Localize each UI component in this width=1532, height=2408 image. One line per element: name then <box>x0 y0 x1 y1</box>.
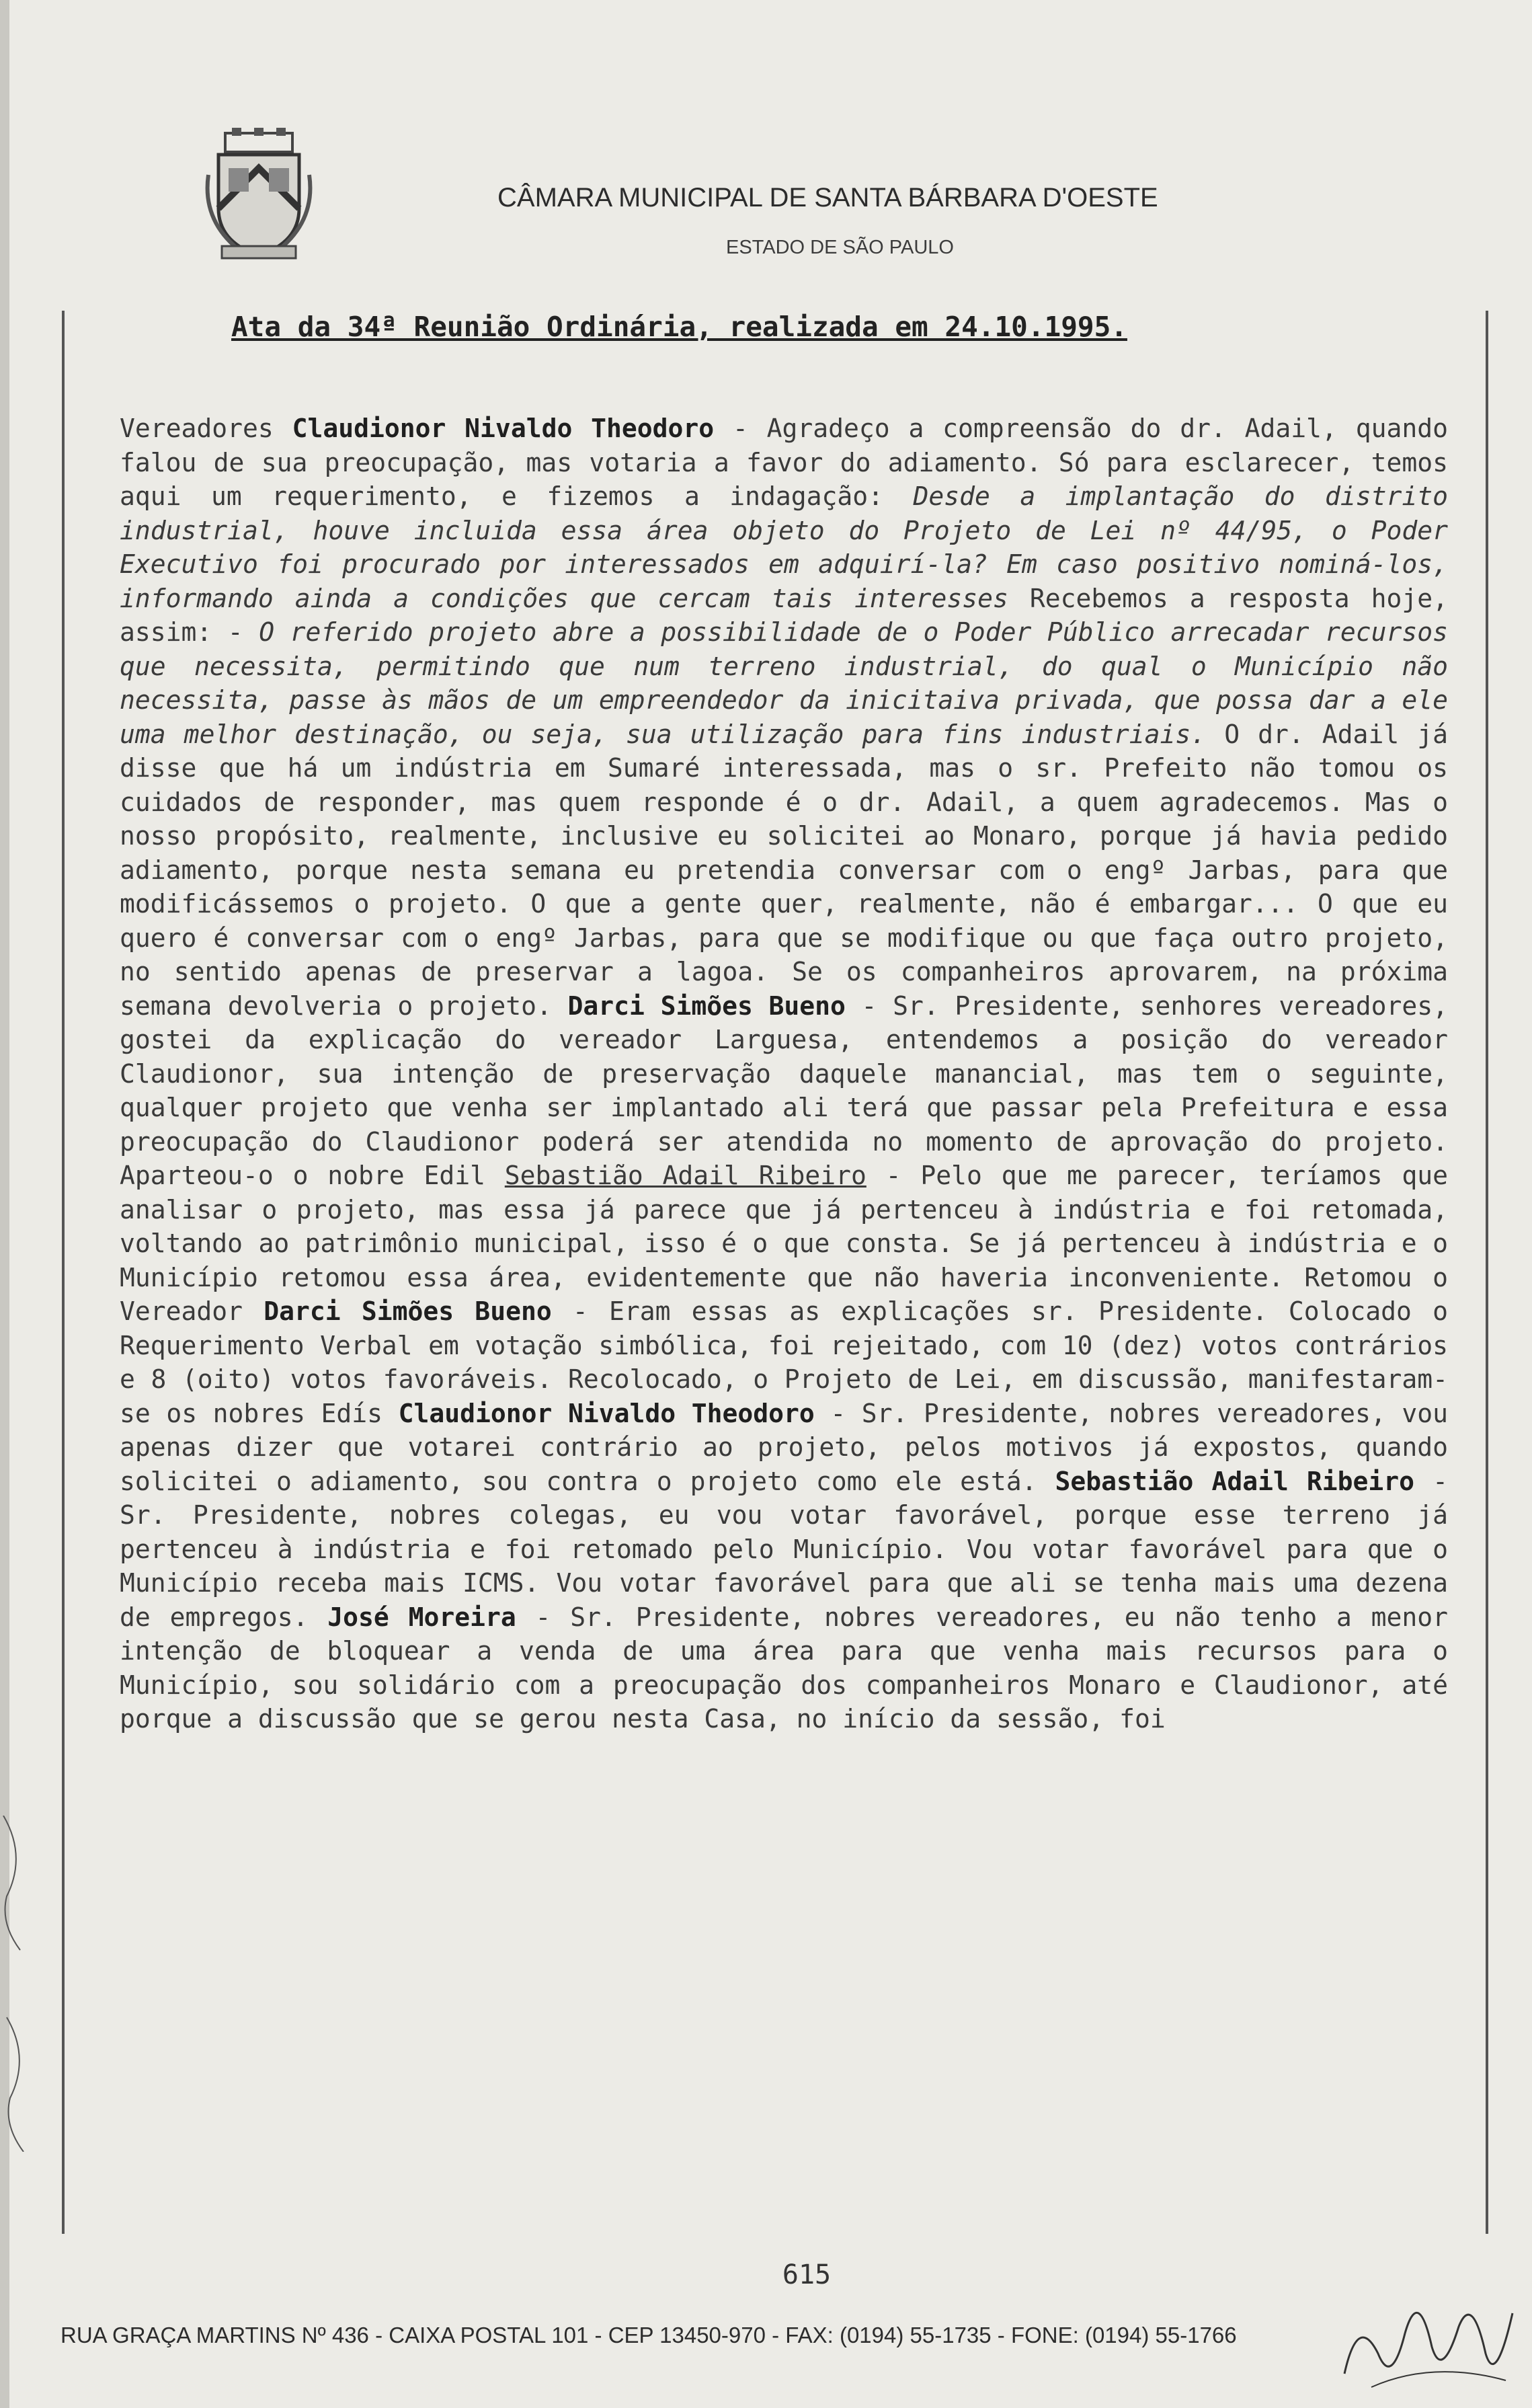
left-margin-rule <box>62 311 65 2234</box>
margin-signature-icon <box>0 1816 40 2152</box>
body-segment: Vereadores <box>120 414 292 443</box>
institution-name: CÂMARA MUNICIPAL DE SANTA BÁRBARA D'OESTE <box>497 183 1158 212</box>
page-number: 615 <box>782 2259 832 2290</box>
body-segment: - Sr. Presidente, nobres colegas, eu vou votar favorável, porque esse terreno já pertenceu à indústria e foi retomado pelo Município. Vou votar favorável para que o Município receba mais ICMS. Vou votar favorável para que ali se tenha mais uma dezena de empregos. <box>120 1466 1448 1632</box>
quoted-text: O referido projeto abre a possibilidade de o Poder Público arrecadar recursos que necessita, permitindo que num terreno industrial, do qual o Município não necessita, passe às mãos de um empreendedor da inicitaiva privada, que possa dar a ele uma melhor destinação, ou seja, sua utilização para fins industriais. <box>120 617 1448 749</box>
signature-icon <box>1331 2273 1526 2401</box>
body-segment: - Sr. Presidente, nobres vereadores, eu não tenho a menor intenção de bloquear a venda de uma área para que venha mais recursos para o Município, sou solidário com a preocupação dos companheiros Monaro e Claudionor, até porque a discussão que se gerou nesta Casa, no início da sessão, foi <box>120 1602 1448 1734</box>
speaker-name: Claudionor Nivaldo Theodoro <box>398 1398 815 1428</box>
body-segment: - Sr. Presidente, nobres vereadores, vou apenas dizer que votarei contrário ao projeto, pelos motivos já expostos, quando solicitei o adiamento, sou contra o projeto como ele está. <box>120 1398 1448 1496</box>
speaker-name: Darci Simões Bueno <box>567 991 846 1021</box>
speaker-name: Claudionor Nivaldo Theodoro <box>292 414 715 443</box>
coat-of-arms-icon <box>202 128 316 262</box>
body-segment: Recebemos a resposta hoje, assim: - <box>120 583 1448 647</box>
right-margin-rule <box>1486 311 1488 2234</box>
speaker-name: Sebastião Adail Ribeiro <box>504 1161 866 1190</box>
footer-address: RUA GRAÇA MARTINS Nº 436 - CAIXA POSTAL 101 - CEP 13450-970 - FAX: (0194) 55-1735 - FONE: (0194) 55-1766 <box>61 2323 1237 2347</box>
body-segment: - Eram essas as explicações sr. Presidente. Colocado o Requerimento Verbal em votação simbólica, foi rejeitado, com 10 (dez) votos contrários e 8 (oito) votos favoráveis. Recolocado, o Projeto de Lei, em discussão, manifestaram-se os nobres Edís <box>120 1296 1448 1428</box>
speaker-name: Sebastião Adail Ribeiro <box>1055 1466 1415 1496</box>
speaker-name: Darci Simões Bueno <box>264 1296 552 1326</box>
quoted-text: Desde a implantação do distrito industrial, houve incluida essa área objeto do Projeto de Lei nº 44/95, o Poder Executivo foi procurado por interessados em adquirí-la? Em caso positivo nominá-los, informando ainda a condições que cercam tais interesses <box>120 481 1448 613</box>
body-segment: - Sr. Presidente, senhores vereadores, gostei da explicação do vereador Larguesa, entendemos a posição do vereador Claudionor, sua intenção de preservação daquele manancial, mas tem o seguinte, qualquer projeto que venha ser implantado ali terá que passar pela Prefeitura e essa preocupação do Claudionor poderá ser atendida no momento de aprovação do projeto. Aparteou-o o nobre Edil <box>120 991 1448 1190</box>
body-segment: - Agradeço a compreensão do dr. Adail, quando falou de sua preocupação, mas votaria a favor do adiamento. Só para esclarecer, temos aqui um requerimento, e fizemos a indagação: <box>120 414 1448 511</box>
document-title: Ata da 34ª Reunião Ordinária, realizada em 24.10.1995. <box>231 311 1127 343</box>
body-segment: O dr. Adail já disse que há um indústria em Sumaré interessada, mas o sr. Prefeito não tomou os cuidados de responder, mas quem responde é o dr. Adail, a quem agradecemos. Mas o nosso propósito, realmente, inclusive eu solicitei ao Monaro, porque já havia pedido adiamento, porque nesta semana eu pretendia conversar com o engº Jarbas, para que modificássemos o projeto. O que a gente quer, realmente, não é embargar... O que eu quero é conversar com o engº Jarbas, para que se modifique ou que faça outro projeto, no sentido apenas de preservar a lagoa. Se os companheiros aprovarem, na próxima semana devolveria o projeto. <box>120 719 1449 1021</box>
body-segment: - Pelo que me parecer, teríamos que analisar o projeto, mas essa já parece que já pertenceu à indústria e foi retomada, voltando ao patrimônio municipal, isso é o que consta. Se já pertenceu à indústria e o Município retomou essa área, evidentemente que não haveria inconveniente. Retomou o Vereador <box>120 1161 1448 1326</box>
state-name: ESTADO DE SÃO PAULO <box>726 237 954 258</box>
speaker-name: José Moreira <box>327 1602 516 1632</box>
minutes-body <box>120 412 1448 1736</box>
